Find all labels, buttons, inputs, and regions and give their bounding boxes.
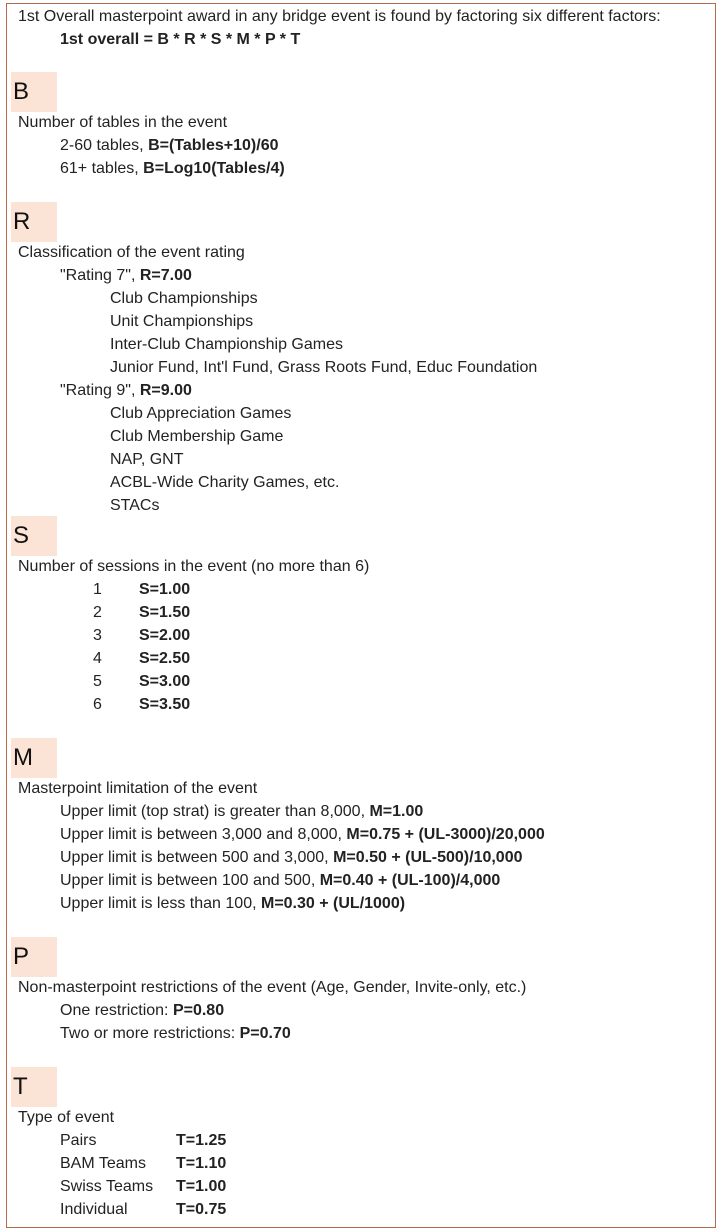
limit-row: Upper limit is between 500 and 3,000, M=0.50 + (UL-500)/10,000 bbox=[60, 849, 523, 866]
section-b-row: 61+ tables, B=Log10(Tables/4) bbox=[60, 160, 285, 177]
session-number: 6 bbox=[93, 696, 102, 713]
section-s-badge: S bbox=[11, 516, 57, 556]
limit-row: Upper limit (top strat) is greater than 8,000, M=1.00 bbox=[60, 803, 424, 820]
event-type-label: Swiss Teams bbox=[60, 1178, 154, 1195]
restriction-row: Two or more restrictions: P=0.70 bbox=[60, 1025, 291, 1042]
section-t-heading: Type of event bbox=[18, 1109, 115, 1126]
intro-text: 1st Overall masterpoint award in any bridge event is found by factoring six different factors: bbox=[18, 8, 661, 25]
section-r-heading: Classification of the event rating bbox=[18, 244, 245, 261]
rating-item: ACBL-Wide Charity Games, etc. bbox=[110, 474, 340, 491]
event-type-label: BAM Teams bbox=[60, 1155, 146, 1172]
intro-formula: 1st overall = B * R * S * M * P * T bbox=[60, 31, 301, 48]
session-number: 2 bbox=[93, 604, 102, 621]
limit-row: Upper limit is less than 100, M=0.30 + (UL/1000) bbox=[60, 895, 406, 912]
session-value: S=3.00 bbox=[139, 673, 191, 690]
session-value: S=2.50 bbox=[139, 650, 191, 667]
limit-row: Upper limit is between 3,000 and 8,000, M=0.75 + (UL-3000)/20,000 bbox=[60, 826, 545, 843]
event-type-value: T=1.00 bbox=[176, 1178, 227, 1195]
rating-9-row: "Rating 9", R=9.00 bbox=[60, 382, 192, 399]
section-b-row: 2-60 tables, B=(Tables+10)/60 bbox=[60, 137, 279, 154]
rating-item: Inter-Club Championship Games bbox=[110, 336, 343, 353]
session-value: S=1.50 bbox=[139, 604, 191, 621]
section-p-badge: P bbox=[11, 937, 57, 977]
rating-item: Junior Fund, Int'l Fund, Grass Roots Fund, Educ Foundation bbox=[110, 359, 538, 376]
session-number: 1 bbox=[93, 581, 102, 598]
restriction-row: One restriction: P=0.80 bbox=[60, 1002, 225, 1019]
rating-item: Club Championships bbox=[110, 290, 258, 307]
session-value: S=3.50 bbox=[139, 696, 191, 713]
event-type-value: T=1.25 bbox=[176, 1132, 227, 1149]
rating-item: Unit Championships bbox=[110, 313, 254, 330]
section-m-heading: Masterpoint limitation of the event bbox=[18, 780, 258, 797]
session-number: 4 bbox=[93, 650, 102, 667]
limit-row: Upper limit is between 100 and 500, M=0.40 + (UL-100)/4,000 bbox=[60, 872, 501, 889]
rating-item: Club Membership Game bbox=[110, 428, 284, 445]
rating-item: NAP, GNT bbox=[110, 451, 184, 468]
event-type-value: T=1.10 bbox=[176, 1155, 227, 1172]
rating-7-row: "Rating 7", R=7.00 bbox=[60, 267, 192, 284]
event-type-value: T=0.75 bbox=[176, 1201, 227, 1218]
session-value: S=2.00 bbox=[139, 627, 191, 644]
session-value: S=1.00 bbox=[139, 581, 191, 598]
section-s-heading: Number of sessions in the event (no more than 6) bbox=[18, 558, 370, 575]
section-b-badge: B bbox=[11, 72, 57, 112]
section-t-badge: T bbox=[11, 1067, 57, 1107]
event-type-label: Individual bbox=[60, 1201, 128, 1218]
section-r-badge: R bbox=[11, 202, 57, 242]
document-frame bbox=[6, 3, 716, 1228]
session-number: 5 bbox=[93, 673, 102, 690]
section-m-badge: M bbox=[11, 738, 57, 778]
rating-item: Club Appreciation Games bbox=[110, 405, 292, 422]
rating-item: STACs bbox=[110, 497, 160, 514]
session-number: 3 bbox=[93, 627, 102, 644]
section-p-heading: Non-masterpoint restrictions of the event (Age, Gender, Invite-only, etc.) bbox=[18, 979, 527, 996]
event-type-label: Pairs bbox=[60, 1132, 97, 1149]
section-b-heading: Number of tables in the event bbox=[18, 114, 228, 131]
